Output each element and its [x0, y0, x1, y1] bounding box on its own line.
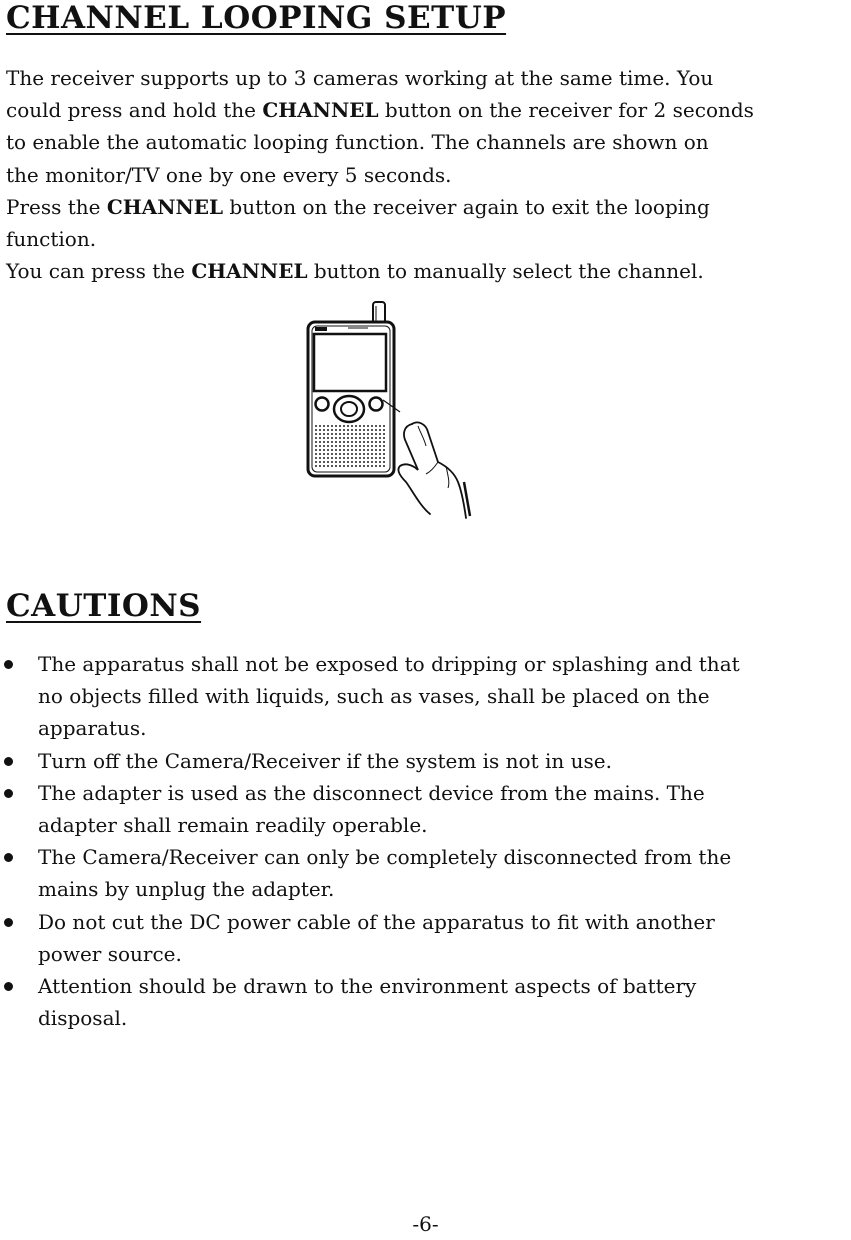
- speaker-grille-dot: [379, 449, 381, 451]
- speaker-grille-dot: [335, 437, 337, 439]
- speaker-grille-dot: [367, 465, 369, 467]
- speaker-grille-dot: [355, 429, 357, 431]
- speaker-grille-dot: [351, 453, 353, 455]
- speaker-grille-dot: [355, 449, 357, 451]
- speaker-grille-dot: [347, 449, 349, 451]
- speaker-grille-dot: [327, 445, 329, 447]
- speaker-grille-dot: [315, 457, 317, 459]
- speaker-grille-dot: [351, 457, 353, 459]
- speaker-grille-dot: [351, 465, 353, 467]
- speaker-grille-dot: [327, 437, 329, 439]
- bullet-icon: [4, 660, 13, 669]
- speaker-grille-dot: [359, 437, 361, 439]
- speaker-grille-dot: [367, 449, 369, 451]
- speaker-grille-dot: [367, 457, 369, 459]
- speaker-grille-dot: [319, 453, 321, 455]
- speaker-grille-dot: [363, 449, 365, 451]
- speaker-grille-dot: [383, 433, 385, 435]
- caution-item: The apparatus shall not be exposed to dripping or splashing and that no objects filled with liquids, such as vases, shall be placed on the apparatus.: [0, 648, 851, 745]
- speaker-grille-dot: [363, 457, 365, 459]
- speaker-grille-dot: [335, 449, 337, 451]
- speaker-grille-dot: [339, 445, 341, 447]
- speaker-grille-dot: [351, 461, 353, 463]
- speaker-grille-dot: [355, 461, 357, 463]
- speaker-grille-dot: [315, 445, 317, 447]
- speaker-grille-dot: [319, 461, 321, 463]
- speaker-grille-dot: [375, 449, 377, 451]
- speaker-grille-dot: [379, 445, 381, 447]
- speaker-grille-dot: [347, 425, 349, 427]
- speaker-grille-dot: [355, 457, 357, 459]
- speaker-grille-dot: [343, 433, 345, 435]
- speaker-grille-dot: [383, 457, 385, 459]
- speaker-grille-dot: [323, 425, 325, 427]
- speaker-grille-dot: [335, 457, 337, 459]
- speaker-grille-dot: [323, 449, 325, 451]
- speaker-grille-dot: [331, 465, 333, 467]
- speaker-grille-dot: [315, 461, 317, 463]
- speaker-grille-dot: [327, 449, 329, 451]
- speaker-grille-dot: [319, 457, 321, 459]
- text-line: to enable the automatic looping function. The channels are shown on: [6, 130, 709, 155]
- speaker-grille-dot: [335, 461, 337, 463]
- text-line: You can press the CHANNEL button to manually select the channel.: [6, 259, 704, 284]
- caution-item: The Camera/Receiver can only be completely disconnected from the mains by unplug the adapter.: [0, 841, 851, 905]
- speaker-grille-dot: [331, 425, 333, 427]
- speaker-grille-dot: [331, 449, 333, 451]
- speaker-grille-dot: [343, 441, 345, 443]
- speaker-grille-dot: [331, 429, 333, 431]
- speaker-grille-dot: [339, 429, 341, 431]
- receiver-with-hand-icon: [300, 296, 480, 542]
- speaker-grille-dot: [335, 453, 337, 455]
- speaker-grille-dot: [319, 441, 321, 443]
- speaker-grille-dot: [367, 429, 369, 431]
- speaker-grille-dot: [327, 465, 329, 467]
- speaker-grille-dot: [319, 433, 321, 435]
- speaker-grille-dot: [323, 457, 325, 459]
- speaker-grille-dot: [327, 429, 329, 431]
- speaker-grille-dot: [339, 453, 341, 455]
- speaker-grille-dot: [363, 441, 365, 443]
- speaker-grille-dot: [383, 425, 385, 427]
- cautions-heading: CAUTIONS: [6, 588, 202, 624]
- speaker-grille-dot: [347, 465, 349, 467]
- text-line: Press the CHANNEL button on the receiver again to exit the looping: [6, 194, 710, 219]
- speaker-grille-dot: [379, 465, 381, 467]
- speaker-grille-dot: [363, 461, 365, 463]
- speaker-grille-dot: [335, 429, 337, 431]
- speaker-grille-dot: [339, 433, 341, 435]
- speaker-grille-dot: [335, 433, 337, 435]
- bullet-icon: [4, 757, 13, 766]
- speaker-grille-dot: [367, 453, 369, 455]
- speaker-grille-dot: [359, 433, 361, 435]
- speaker-grille-dot: [323, 461, 325, 463]
- speaker-grille-dot: [371, 425, 373, 427]
- speaker-grille-dot: [315, 425, 317, 427]
- speaker-grille-dot: [383, 453, 385, 455]
- speaker-grille-dot: [355, 433, 357, 435]
- text-line: could press and hold the CHANNEL button on the receiver for 2 seconds: [6, 98, 754, 123]
- speaker-grille-dot: [367, 437, 369, 439]
- speaker-grille-dot: [315, 437, 317, 439]
- speaker-grille-dot: [315, 449, 317, 451]
- speaker-grille-dot: [375, 437, 377, 439]
- speaker-grille-dot: [371, 441, 373, 443]
- speaker-grille-dot: [359, 457, 361, 459]
- speaker-grille-dot: [319, 465, 321, 467]
- speaker-grille-dot: [379, 461, 381, 463]
- speaker-grille-dot: [323, 465, 325, 467]
- speaker-grille-dot: [327, 457, 329, 459]
- speaker-grille-dot: [359, 445, 361, 447]
- speaker-grille-dot: [323, 429, 325, 431]
- caution-item: Turn off the Camera/Receiver if the system is not in use.: [0, 745, 851, 777]
- speaker-grille-dot: [383, 437, 385, 439]
- speaker-grille-dot: [371, 429, 373, 431]
- speaker-grille-dot: [371, 433, 373, 435]
- speaker-grille-dot: [367, 461, 369, 463]
- text-line: function.: [6, 227, 97, 252]
- speaker-grille-dot: [379, 429, 381, 431]
- speaker-grille-dot: [375, 453, 377, 455]
- speaker-grille-dot: [327, 441, 329, 443]
- page-number: -6-: [412, 1212, 439, 1236]
- speaker-grille-dot: [343, 465, 345, 467]
- speaker-grille-dot: [323, 441, 325, 443]
- speaker-grille-dot: [383, 429, 385, 431]
- channel-button-reference: CHANNEL: [191, 259, 308, 284]
- channel-looping-setup-heading: CHANNEL LOOPING SETUP: [6, 0, 507, 36]
- speaker-grille-dot: [351, 425, 353, 427]
- speaker-grille-dot: [359, 449, 361, 451]
- speaker-grille-dot: [371, 437, 373, 439]
- speaker-grille-dot: [371, 457, 373, 459]
- speaker-grille-dot: [367, 433, 369, 435]
- speaker-grille-dot: [315, 433, 317, 435]
- speaker-grille-dot: [343, 437, 345, 439]
- speaker-grille-dot: [323, 445, 325, 447]
- speaker-grille-dot: [315, 441, 317, 443]
- speaker-grille-dot: [371, 465, 373, 467]
- speaker-grille-dot: [359, 425, 361, 427]
- caution-item: Attention should be drawn to the environment aspects of battery disposal.: [0, 970, 851, 1034]
- speaker-grille-dot: [331, 437, 333, 439]
- speaker-grille-dot: [363, 465, 365, 467]
- speaker-grille-dot: [319, 425, 321, 427]
- speaker-grille-dot: [319, 437, 321, 439]
- speaker-grille-dot: [343, 449, 345, 451]
- speaker-grille-dot: [375, 425, 377, 427]
- speaker-grille-dot: [375, 461, 377, 463]
- speaker-grille-dot: [351, 433, 353, 435]
- speaker-grille-dot: [327, 453, 329, 455]
- speaker-grille-dot: [335, 441, 337, 443]
- speaker-grille-dot: [355, 465, 357, 467]
- speaker-grille-dot: [363, 433, 365, 435]
- speaker-grille-dot: [379, 457, 381, 459]
- speaker-grille-dot: [327, 425, 329, 427]
- speaker-grille-dot: [363, 445, 365, 447]
- speaker-grille-dot: [327, 433, 329, 435]
- speaker-grille-dot: [383, 461, 385, 463]
- speaker-grille-dot: [383, 441, 385, 443]
- receiver-illustration: [300, 296, 480, 542]
- speaker-grille-dot: [315, 453, 317, 455]
- speaker-grille-dot: [371, 445, 373, 447]
- speaker-grille-dot: [343, 445, 345, 447]
- speaker-grille-dot: [363, 437, 365, 439]
- speaker-grille-dot: [339, 441, 341, 443]
- speaker-grille-dot: [375, 433, 377, 435]
- speaker-grille-dot: [375, 457, 377, 459]
- speaker-grille-dot: [319, 445, 321, 447]
- speaker-grille-dot: [383, 445, 385, 447]
- speaker-grille-dot: [331, 445, 333, 447]
- speaker-grille-dot: [323, 453, 325, 455]
- speaker-grille-dot: [351, 449, 353, 451]
- speaker-grille-dot: [371, 453, 373, 455]
- bullet-icon: [4, 853, 13, 862]
- speaker-grille-dot: [327, 461, 329, 463]
- speaker-grille-dot: [347, 441, 349, 443]
- speaker-grille-dot: [323, 437, 325, 439]
- speaker-grille-dot: [375, 445, 377, 447]
- speaker-grille-dot: [343, 461, 345, 463]
- speaker-grille-dot: [355, 425, 357, 427]
- speaker-grille-dot: [335, 425, 337, 427]
- caution-item: Do not cut the DC power cable of the apparatus to fit with another power source.: [0, 906, 851, 970]
- speaker-grille-dot: [383, 465, 385, 467]
- speaker-grille-dot: [335, 445, 337, 447]
- speaker-grille-dot: [379, 453, 381, 455]
- speaker-grille-dot: [359, 429, 361, 431]
- speaker-grille-dot: [339, 461, 341, 463]
- speaker-grille-dot: [371, 449, 373, 451]
- speaker-grille-dot: [355, 437, 357, 439]
- caution-item: The adapter is used as the disconnect device from the mains. The adapter shall remain readily operable.: [0, 777, 851, 841]
- speaker-grille-dot: [375, 441, 377, 443]
- speaker-grille-dot: [347, 445, 349, 447]
- speaker-grille-dot: [359, 461, 361, 463]
- speaker-grille-dot: [331, 433, 333, 435]
- speaker-grille-dot: [355, 441, 357, 443]
- speaker-grille-dot: [315, 429, 317, 431]
- cautions-list: [0, 648, 851, 1034]
- speaker-grille-dot: [339, 437, 341, 439]
- speaker-grille-dot: [379, 425, 381, 427]
- speaker-grille-dot: [319, 429, 321, 431]
- speaker-grille-dot: [375, 429, 377, 431]
- speaker-grille-dot: [351, 437, 353, 439]
- bullet-icon: [4, 918, 13, 927]
- channel-button-reference: CHANNEL: [106, 194, 224, 219]
- speaker-grille-dot: [331, 453, 333, 455]
- speaker-grille-dot: [355, 453, 357, 455]
- speaker-grille-dot: [379, 437, 381, 439]
- speaker-grille-dot: [379, 441, 381, 443]
- speaker-grille-dot: [323, 433, 325, 435]
- speaker-grille-dot: [315, 465, 317, 467]
- speaker-grille-dot: [379, 433, 381, 435]
- speaker-grille-dot: [363, 453, 365, 455]
- speaker-grille-dot: [351, 441, 353, 443]
- speaker-grille-dot: [347, 453, 349, 455]
- speaker-grille-dot: [347, 437, 349, 439]
- speaker-grille-dot: [359, 453, 361, 455]
- text-line: the monitor/TV one by one every 5 seconds.: [6, 162, 452, 187]
- speaker-grille-dot: [371, 461, 373, 463]
- speaker-grille-dot: [319, 449, 321, 451]
- speaker-grille-dot: [335, 465, 337, 467]
- speaker-grille-dot: [351, 429, 353, 431]
- bullet-icon: [4, 789, 13, 798]
- text-line: The receiver supports up to 3 cameras working at the same time. You: [6, 66, 714, 90]
- bullet-icon: [4, 982, 13, 991]
- speaker-grille-dot: [363, 425, 365, 427]
- speaker-grille-dot: [359, 441, 361, 443]
- speaker-grille-dot: [343, 453, 345, 455]
- speaker-grille-dot: [375, 465, 377, 467]
- speaker-grille-dot: [339, 465, 341, 467]
- channel-looping-instructions: [6, 62, 851, 287]
- speaker-grille-dot: [347, 433, 349, 435]
- speaker-grille-dot: [339, 457, 341, 459]
- speaker-grille-dot: [367, 425, 369, 427]
- speaker-grille-dot: [331, 457, 333, 459]
- speaker-grille-dot: [347, 429, 349, 431]
- speaker-grille-dot: [331, 441, 333, 443]
- channel-button-reference: CHANNEL: [262, 98, 379, 123]
- speaker-grille-dot: [347, 457, 349, 459]
- speaker-grille-dot: [339, 449, 341, 451]
- speaker-grille-dot: [343, 425, 345, 427]
- speaker-grille-dot: [355, 445, 357, 447]
- speaker-grille-dot: [343, 429, 345, 431]
- speaker-grille-dot: [343, 457, 345, 459]
- speaker-grille-dot: [359, 465, 361, 467]
- speaker-grille-dot: [367, 445, 369, 447]
- speaker-grille-dot: [331, 461, 333, 463]
- speaker-grille-dot: [339, 425, 341, 427]
- speaker-grille-dot: [347, 461, 349, 463]
- speaker-grille-dot: [363, 429, 365, 431]
- speaker-grille-dot: [351, 445, 353, 447]
- speaker-grille-dot: [367, 441, 369, 443]
- speaker-grille-dot: [383, 449, 385, 451]
